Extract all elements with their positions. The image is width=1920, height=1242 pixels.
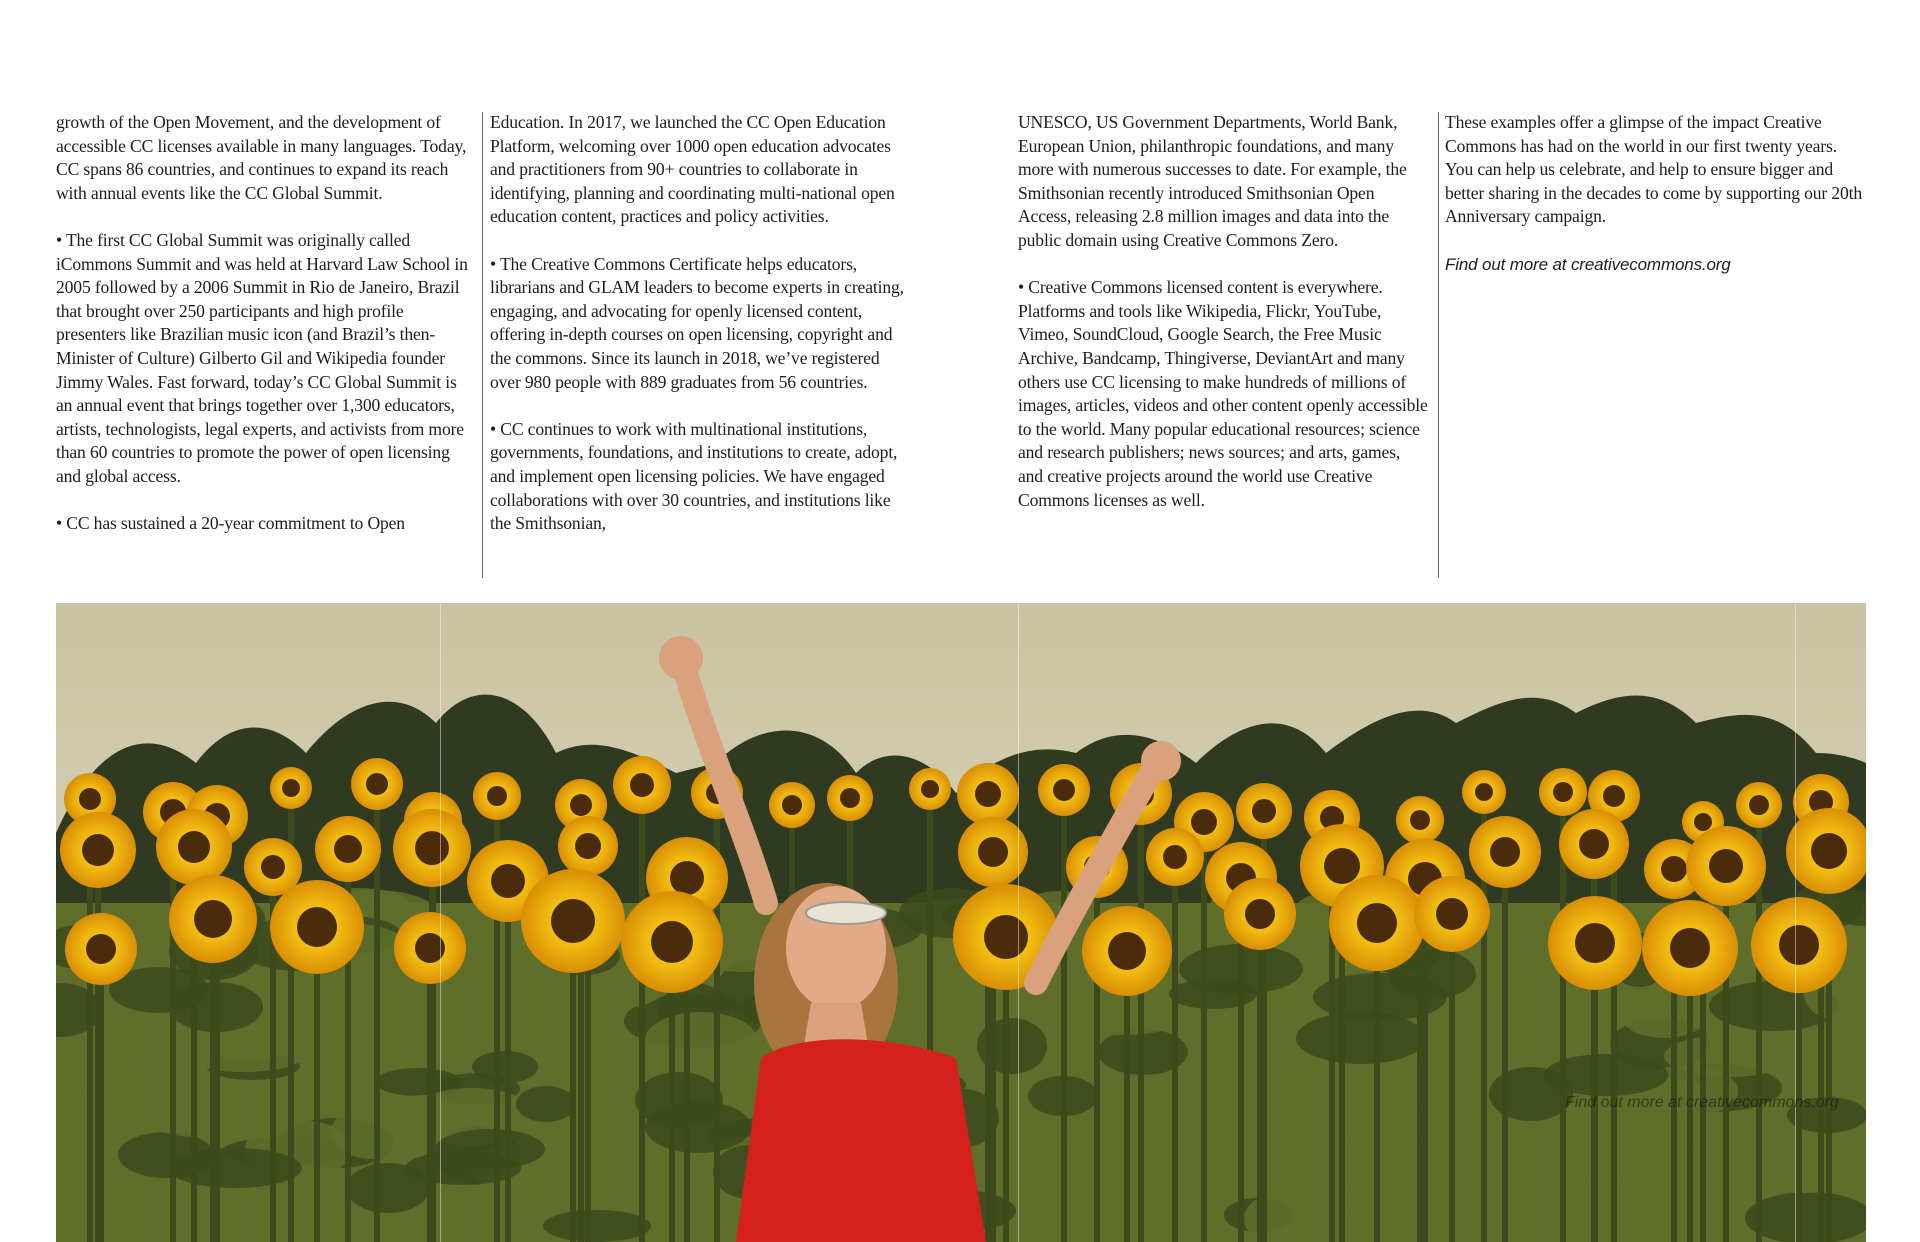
flower-center — [1436, 898, 1468, 930]
flower-center — [1191, 809, 1217, 835]
flower-center — [1709, 849, 1743, 883]
stem — [98, 949, 104, 1242]
leaf — [435, 1129, 545, 1169]
text-column-3 — [1018, 111, 1428, 512]
paragraph: UNESCO, US Government Departments, World Bank, European Union, philanthropic foundations, and many more with numerous successes to date. For example, the Smithsonian recently introduced Smithsonian Open Access, releasing 2.8 million images and data into the public domain using Creative Commons Zero. — [1018, 112, 1407, 250]
page-fold — [440, 603, 441, 1242]
flower-center — [1108, 932, 1146, 970]
flower-center — [975, 781, 1001, 807]
sunglasses — [806, 902, 886, 924]
flower-center — [1670, 928, 1710, 968]
leaf — [183, 1042, 303, 1072]
text-column-4 — [1445, 111, 1865, 276]
flower-center — [1163, 845, 1187, 869]
flower-center — [782, 795, 802, 815]
flower-center — [978, 837, 1008, 867]
ghost-caption: Find out more at creativecommons.org — [1565, 1094, 1839, 1111]
stem — [427, 948, 433, 1242]
flower-center — [297, 907, 337, 947]
flower-center — [1579, 829, 1609, 859]
column-divider — [482, 112, 483, 578]
flower-center — [261, 855, 285, 879]
flower-center — [1661, 856, 1687, 882]
flower-center — [1749, 795, 1769, 815]
paragraph: • The Creative Commons Certificate helps educators, librarians and GLAM leaders to become experts in creating, engaging, and advocating for openly licensed content, offering in-depth courses on open licensing, copyright and the commons. Since its launch in 2018, we’ve registered over 980 people with 889 graduates from 56 countries. — [490, 253, 904, 392]
flower-center — [79, 788, 101, 810]
flower-center — [1053, 779, 1075, 801]
flower-center — [630, 773, 654, 797]
flower-center — [1811, 833, 1847, 869]
left-hand — [659, 636, 703, 680]
flower-center — [570, 794, 592, 816]
stem — [210, 919, 216, 1242]
flower-center — [415, 831, 449, 865]
flower-center — [984, 915, 1028, 959]
flower-center — [651, 921, 693, 963]
flower-center — [1575, 923, 1615, 963]
flower-center — [366, 773, 388, 795]
flower-center — [1694, 813, 1712, 831]
leaf — [1421, 1023, 1537, 1075]
paragraph: These examples offer a glimpse of the impact Creative Commons has had on the world in our first twenty years. You can help us celebrate, and help to ensure bigger and better sharing in the decades to come by supporting our 20th Anniversary campaign. — [1445, 112, 1863, 227]
paragraph: • The first CC Global Summit was originally called iCommons Summit and was held at Harvard Law School in 2005 followed by a 2006 Summit in Rio de Janeiro, Brazil that brought over 250 participants and high profile presenters like Brazilian music icon (and Brazil’s then-Minister of Culture) Gilberto Gil and Wikipedia founder Jimmy Wales. Fast forward, today’s CC Global Summit is an annual event that brings together over 1,300 educators, artists, technologists, legal experts, and activists from more than 60 countries to promote the power of open licensing and global access. — [56, 229, 468, 486]
leaf — [168, 1148, 302, 1188]
red-dress — [736, 1039, 986, 1242]
paragraph: Education. In 2017, we launched the CC Open Education Platform, welcoming over 1000 open education advocates and practitioners from 90+ countries to collaborate in identifying, planning and coordinating multi-national open education content, practices and policy activities. — [490, 112, 895, 227]
flower-center — [334, 835, 362, 863]
find-out-more-link[interactable]: Find out more at creativecommons.org — [1445, 254, 1731, 274]
flower-center — [491, 864, 525, 898]
page-fold — [1018, 603, 1019, 1242]
text-column-1 — [56, 111, 476, 536]
flower-center — [86, 934, 116, 964]
column-divider — [1438, 112, 1439, 578]
page-fold — [1795, 603, 1796, 1242]
flower-center — [1475, 783, 1493, 801]
leaf — [635, 1072, 723, 1128]
stem — [1502, 852, 1508, 1242]
paragraph: • CC continues to work with multinational institutions, governments, foundations, and institutions to create, adopt, and implement open licensing policies. We have engaged collaborations with over 30 countries, and institutions like the Smithsonian, — [490, 418, 898, 534]
flower-center — [82, 834, 114, 866]
flower-center — [1252, 799, 1276, 823]
stem — [314, 927, 320, 1242]
leaf — [516, 1086, 576, 1122]
paragraph: • CC has sustained a 20-year commitment to Open — [56, 513, 405, 534]
flower-center — [1245, 899, 1275, 929]
paragraph: • Creative Commons licensed content is everywhere. Platforms and tools like Wikipedia, Flickr, YouTube, Vimeo, SoundCloud, Google Search, the Free Music Archive, Bandcamp, Thingiverse, DeviantArt and many others use CC licensing to make hundreds of millions of images, articles, videos and other content openly accessible to the world. Many popular educational resources; science and research publishers; news sources; and arts, games, and creative projects around the world use Creative Commons licenses as well. — [1018, 277, 1428, 510]
stem — [505, 881, 511, 1242]
flower-center — [921, 780, 939, 798]
flower-center — [1553, 782, 1573, 802]
flower-center — [194, 900, 232, 938]
leaf — [134, 1079, 262, 1137]
right-hand — [1141, 741, 1181, 781]
flower-center — [1603, 785, 1625, 807]
leaf — [346, 1163, 430, 1213]
flower-center — [1410, 810, 1430, 830]
stem — [1257, 914, 1263, 1242]
flower-center — [575, 833, 601, 859]
leaf — [645, 1012, 757, 1068]
flower-center — [1324, 848, 1360, 884]
stem — [1449, 914, 1455, 1242]
stem — [639, 785, 645, 1242]
flower-center — [1490, 837, 1520, 867]
leaf — [60, 1049, 156, 1095]
flower-center — [487, 786, 507, 806]
stem — [1138, 794, 1144, 1242]
sunflower-field-photo — [56, 603, 1866, 1242]
paragraph: growth of the Open Movement, and the development of accessible CC licenses available in many languages. Today, CC spans 86 countries, and continues to expand its reach with annual events like the CC Global Summit. — [56, 112, 467, 203]
stem — [1172, 857, 1178, 1242]
flower-center — [178, 831, 210, 863]
flower-center — [840, 788, 860, 808]
flower-center — [282, 779, 300, 797]
flower-center — [1357, 903, 1397, 943]
leaf — [543, 1210, 651, 1242]
flower-center — [551, 899, 595, 943]
flower-center — [670, 861, 704, 895]
text-column-2 — [490, 111, 914, 536]
flower-center — [1779, 925, 1819, 965]
leaf — [390, 1095, 460, 1133]
stem — [1061, 790, 1067, 1242]
